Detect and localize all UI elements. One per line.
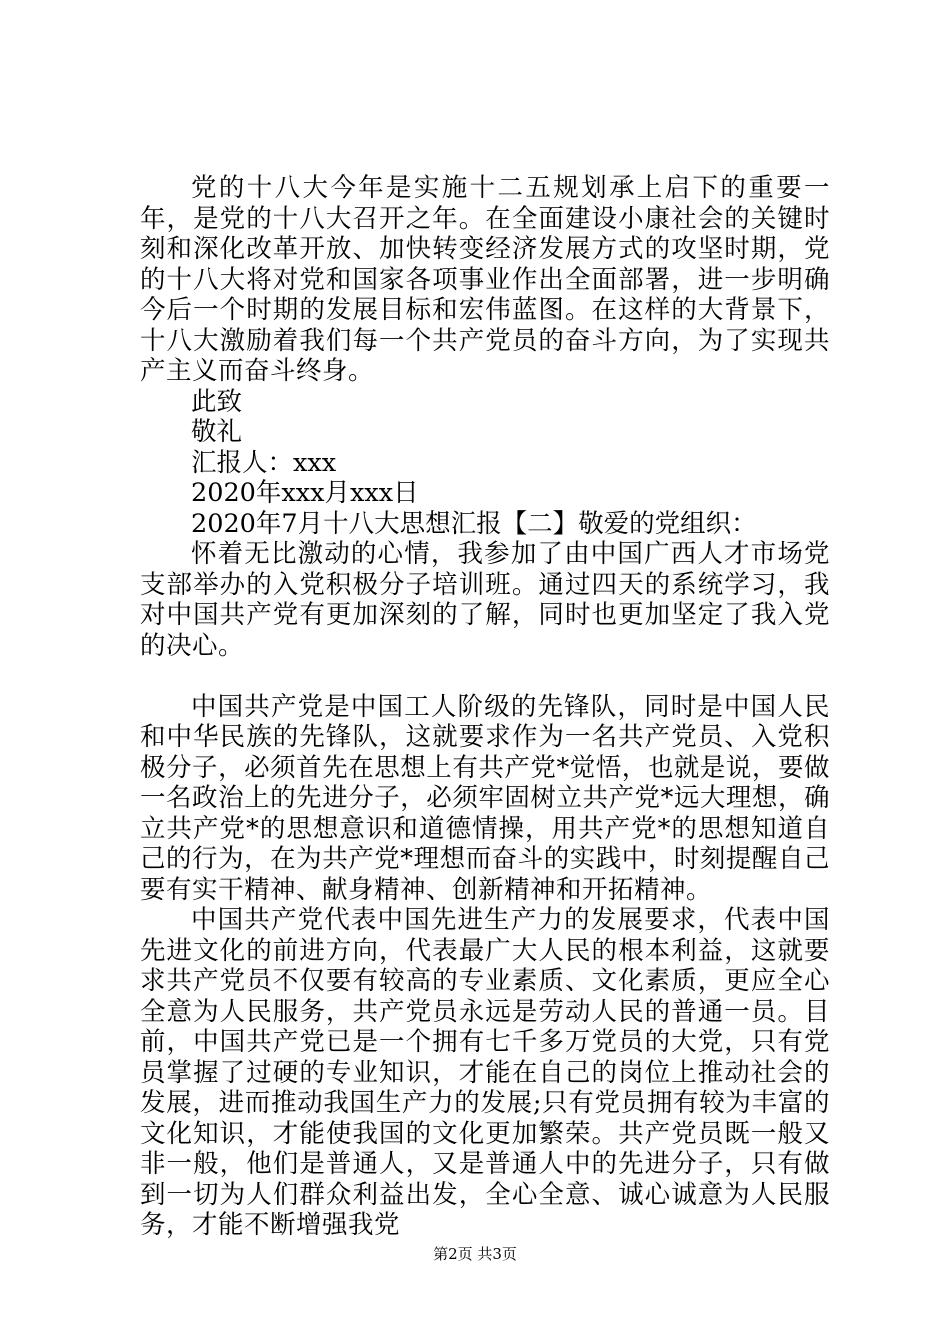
section-heading: 2020年7月十八大思想汇报【二】敬爱的党组织： — [191, 508, 757, 539]
closing-salutation: 此致 — [191, 386, 243, 417]
reporter-line: 汇报人：xxx — [191, 447, 337, 478]
date-line: 2020年xxx月xxx日 — [191, 478, 419, 508]
closing-regards: 敬礼 — [191, 417, 243, 447]
document-body — [140, 173, 830, 1241]
paragraph-4: 中国共产党代表中国先进生产力的发展要求，代表中国先进文化的前进方向，代表最广大人民的根本利益，这就要求共产党员不仅要有较高的专业素质、文化素质，更应全心全意为人民服务，共产党员永远是劳动人民的普通一员。目前，中国共产党已是一个拥有七千多万党员的大党，只有党员掌握了过硬的专业知识，才能在自己的岗位上推动社会的发展，进而推动我国生产力的发展;只有党员拥有较为丰富的文化知识，才能使我国的文化更加繁荣。共产党员既一般又非一般，他们是普通人，又是普通人中的先进分子，只有做到一切为人们群众利益出发，全心全意、诚心诚意为人民服务，才能不断增强我党 — [140, 905, 830, 1240]
paragraph-2: 怀着无比激动的心情，我参加了由中国广西人才市场党支部举办的入党积极分子培训班。通过四天的系统学习，我对中国共产党有更加深刻的了解，同时也更加坚定了我入党的决心。 — [140, 539, 830, 661]
page-number: 第2页 共3页 — [433, 1245, 517, 1263]
paragraph-1: 党的十八大今年是实施十二五规划承上启下的重要一年，是党的十八大召开之年。在全面建设小康社会的关键时刻和深化改革开放、加快转变经济发展方式的攻坚时期，党的十八大将对党和国家各项事业作出全面部署，进一步明确今后一个时期的发展目标和宏伟蓝图。在这样的大背景下，十八大激励着我们每一个共产党员的奋斗方向，为了实现共产主义而奋斗终身。 — [140, 173, 830, 386]
paragraph-3: 中国共产党是中国工人阶级的先锋队，同时是中国人民和中华民族的先锋队，这就要求作为一名共产党员、入党积极分子，必须首先在思想上有共产党*觉悟，也就是说，要做一名政治上的先进分子，必须牢固树立共产党*远大理想，确立共产党*的思想意识和道德情操，用共产党*的思想知道自己的行为，在为共产党*理想而奋斗的实践中，时刻提醒自己要有实干精神、献身精神、创新精神和开拓精神。 — [140, 691, 830, 905]
page-footer — [0, 1244, 950, 1264]
